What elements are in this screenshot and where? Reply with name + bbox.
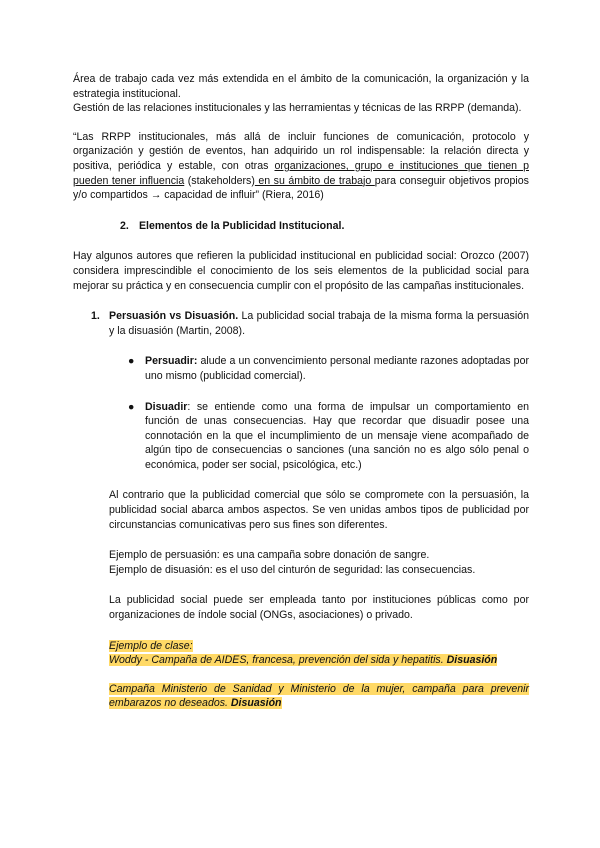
class-example-line-2-tag: Disuasión <box>230 697 282 710</box>
item-1-text: La publicidad social trabaja de la misma forma la persuasión y la disuasión (Martin, 2008). <box>109 310 529 337</box>
class-example-label: Ejemplo de clase: <box>109 639 193 652</box>
persuasion-example: Ejemplo de persuasión: es una campaña sobre donación de sangre. <box>109 549 430 562</box>
intro-paragraph-1: Área de trabajo cada vez más extendida en el ámbito de la comunicación, la organización y la estrategia institucional. <box>73 73 529 100</box>
bullet-persuadir <box>73 354 529 383</box>
quote-underlined-scope: en su ámbito de trabajo <box>254 174 375 187</box>
bullet-term: Persuadir: <box>145 355 198 368</box>
class-example-line-1: Woddy - Campaña de AIDES, francesa, prevención del sida y hepatitis. <box>109 654 447 667</box>
bullet-dot-icon: ● <box>128 355 135 368</box>
bullet-text: alude a un convencimiento personal mediante razones adoptadas por uno mismo (publicidad comercial). <box>145 355 529 382</box>
item-1-marker: 1. <box>91 310 100 323</box>
numbered-item-1 <box>73 309 529 338</box>
intro-paragraph-2: Gestión de las relaciones institucionales y las herramientas y técnicas de las RRPP (demanda). <box>73 102 522 115</box>
document-page <box>73 72 529 711</box>
quote-text-end: para conseguir objetivos propios y/o compartidos → capacidad de influir” (Riera, 2016) <box>73 174 529 202</box>
quote-text-start: “Las RRPP institucionales, más allá de incluir funciones de comunicación, protocolo y organización y gestión de eventos, han adquirido un rol indispensable: la relación directa y positiva, periódica y estable, con otras <box>73 130 529 172</box>
item-1-title: Persuasión vs Disuasión. <box>109 310 239 323</box>
dissuasion-example: Ejemplo de disuasión: es el uso del cinturón de seguridad: las consecuencias. <box>109 563 476 576</box>
bullet-text: : se entiende como una forma de impulsar un comportamiento en función de unas consecuencias. Hay que recordar que disuadir posee una connotación en la que el incumplimiento de un mensaje viene acompañado de algún tipo de consecuencias o sanciones (una sanción no es algo sólo penal o económica, poder ser social, psicológica, etc.) <box>145 400 529 471</box>
section-number: 2. <box>120 219 129 232</box>
section-title: Elementos de la Publicidad Institucional. <box>138 219 345 232</box>
class-example-line-2: Campaña Ministerio de Sanidad y Ministerio de la mujer, campaña para prevenir embarazos no deseados. <box>109 682 529 710</box>
quote-paragraph <box>73 130 529 203</box>
quote-underlined-organizations: organizaciones, grupo e instituciones que tienen p pueden tener influencia <box>73 159 529 187</box>
usage-paragraph: La publicidad social puede ser empleada tanto por instituciones públicas como por organizaciones de índole social (ONGs, asociaciones) o privado. <box>109 594 529 622</box>
bullet-dot-icon: ● <box>128 400 135 413</box>
class-example-block <box>73 639 529 711</box>
bullet-term: Disuadir <box>145 400 188 413</box>
quote-stakeholders: (stakeholders) <box>184 174 255 187</box>
comparison-paragraph: Al contrario que la publicidad comercial que sólo se compromete con la persuasión, la publicidad social abarca ambos aspectos. Se ven unidas ambos tipos de publicidad por circunstancias comunicativas pero sus fines son diferentes. <box>109 489 529 531</box>
bullet-disuadir <box>73 400 529 473</box>
class-example-line-1-tag: Disuasión <box>446 654 498 667</box>
authors-paragraph: Hay algunos autores que refieren la publicidad institucional en publicidad social: Orozco (2007) considera imprescindible el conocimiento de los seis elementos de la publicidad social para mejorar su práctica y en consecuencia cumplir con el propósito de las campañas institucionales. <box>73 250 529 292</box>
section-heading <box>120 219 529 234</box>
